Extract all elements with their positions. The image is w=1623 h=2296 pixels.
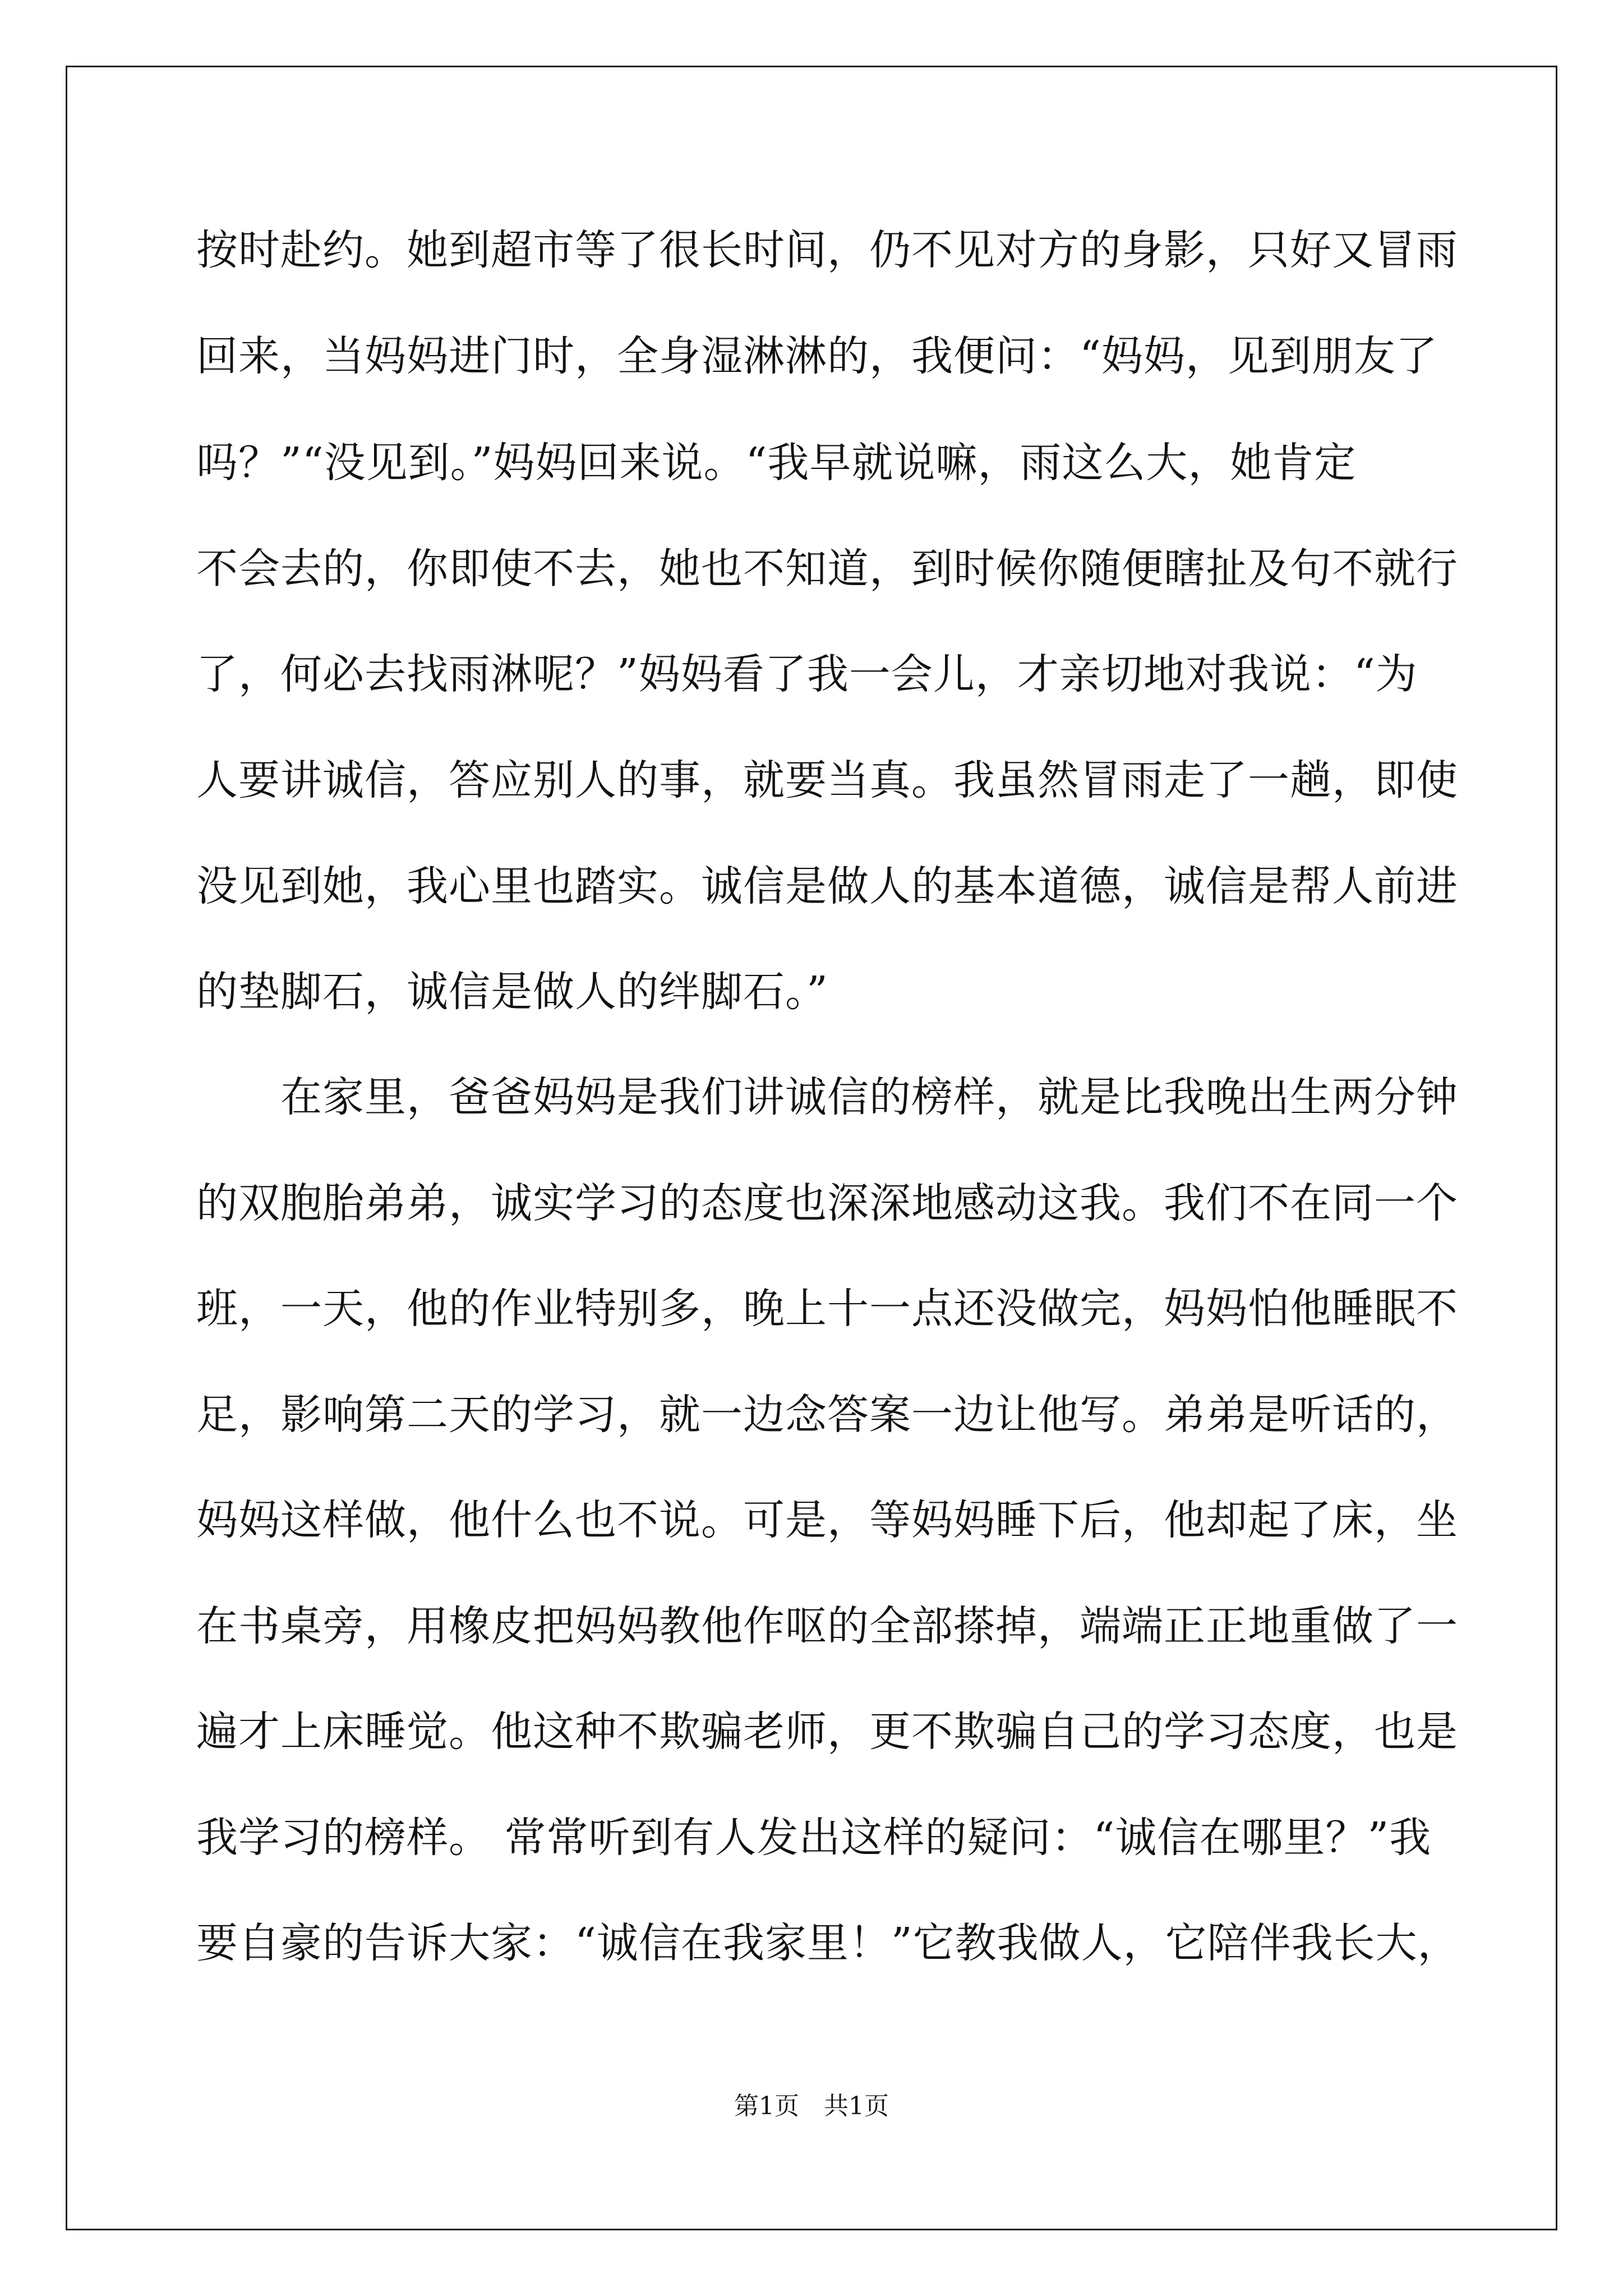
text-line: 在书桌旁，用橡皮把妈妈教他作呕的全部搽掉，端端正正地重做了一 xyxy=(196,1602,1458,1650)
text-line: 的双胞胎弟弟，诚实学习的态度也深深地感动这我。我们不在同一个 xyxy=(196,1179,1458,1227)
text-line: 了，何必去找雨淋呢？”妈妈看了我一会儿，才亲切地对我说：“为 xyxy=(196,650,1418,698)
text-line: 足，影响第二天的学习，就一边念答案一边让他写。弟弟是听话的， xyxy=(196,1391,1458,1439)
text-line: 没见到她，我心里也踏实。诚信是做人的基本道德，诚信是帮人前进 xyxy=(196,862,1458,910)
text-line: 在家里，爸爸妈妈是我们讲诚信的榜样，就是比我晚出生两分钟 xyxy=(196,1073,1458,1121)
text-line: 人要讲诚信，答应别人的事，就要当真。我虽然冒雨走了一趟，即使 xyxy=(196,756,1458,804)
page-border xyxy=(66,66,1557,2230)
text-line: 要自豪的告诉大家：“诚信在我家里！”它教我做人，它陪伴我长大， xyxy=(196,1919,1460,1967)
text-line: 妈妈这样做，他什么也不说。可是，等妈妈睡下后，他却起了床，坐 xyxy=(196,1496,1458,1544)
text-line: 吗？”“没见到。”妈妈回来说。“我早就说嘛，雨这么大，她肯定 xyxy=(196,439,1357,487)
text-line: 班，一天，他的作业特别多，晚上十一点还没做完，妈妈怕他睡眠不 xyxy=(196,1285,1458,1333)
text-line: 遍才上床睡觉。他这种不欺骗老师，更不欺骗自己的学习态度，也是 xyxy=(196,1708,1458,1756)
text-line: 回来，当妈妈进门时，全身湿淋淋的，我便问：“妈妈，见到朋友了 xyxy=(196,332,1438,380)
text-line: 的垫脚石，诚信是做人的绊脚石。” xyxy=(196,968,828,1016)
page-number-footer: 第1页 共1页 xyxy=(734,2092,889,2120)
text-line: 按时赴约。她到超市等了很长时间，仍不见对方的身影，只好又冒雨 xyxy=(196,226,1458,274)
text-line: 我学习的榜样。 常常听到有人发出这样的疑问：“诚信在哪里？”我 xyxy=(196,1814,1432,1862)
text-line: 不会去的，你即使不去，她也不知道，到时候你随便瞎扯及句不就行 xyxy=(196,545,1458,593)
